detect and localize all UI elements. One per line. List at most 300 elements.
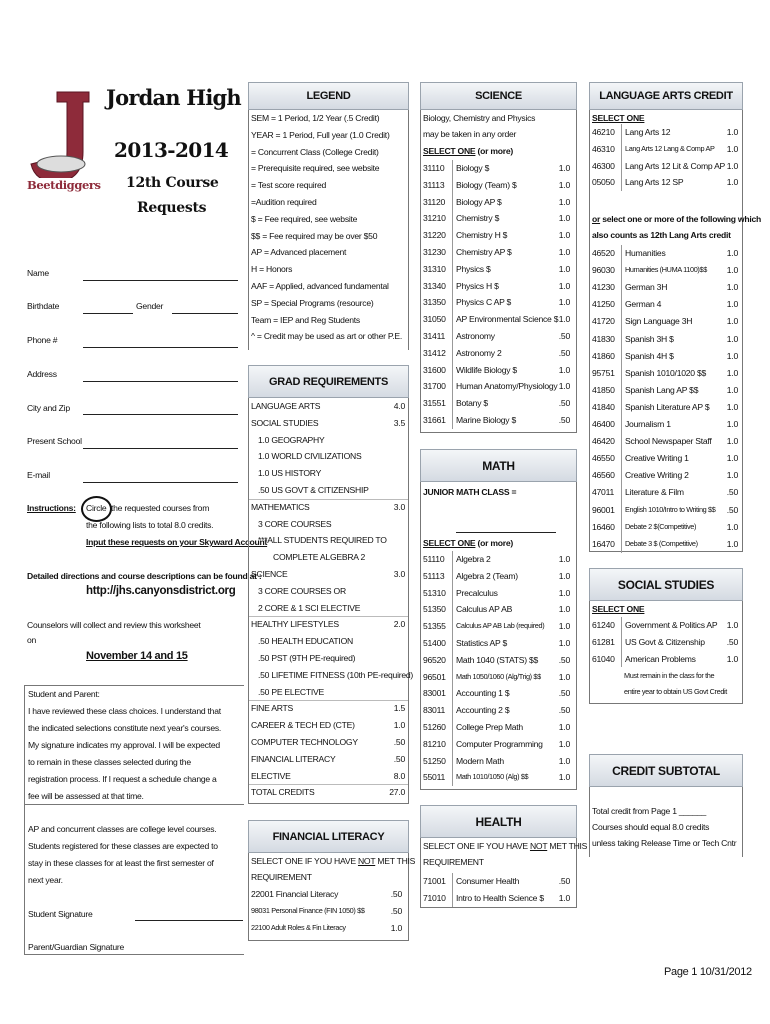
grad-row-value: 1.5	[393, 703, 405, 714]
course-credit: 1.0	[726, 160, 738, 171]
grad-row-label: COMPUTER TECHNOLOGY	[251, 737, 358, 747]
grad-header: GRAD REQUIREMENTS	[248, 365, 409, 398]
course-code: 05050	[592, 177, 615, 188]
course-code: 51260	[423, 722, 446, 732]
course-code: 46560	[592, 470, 615, 481]
course-code: 51110	[423, 554, 445, 564]
grad-row-value: 8.0	[393, 770, 405, 781]
course-name: Precalculus	[456, 587, 498, 598]
social-studies-header: SOCIAL STUDIES	[589, 568, 743, 601]
course-code: 61281	[592, 636, 615, 647]
school-name: Jordan High	[106, 85, 241, 110]
course-credit: .50	[558, 654, 570, 665]
course-code: 41250	[592, 299, 615, 310]
course-credit: 1.0	[726, 419, 738, 429]
grad-row-value: 1.0	[393, 720, 405, 731]
course-credit: 1.0	[726, 177, 738, 188]
course-credit: 1.0	[558, 364, 570, 375]
course-code: 46420	[592, 436, 615, 447]
course-name: Spanish 1010/1020 $$	[625, 367, 707, 378]
birthdate-label: Birthdate	[27, 301, 60, 311]
agreement-box	[24, 685, 244, 955]
course-name: 98031 Personal Finance (FIN 1050) $$	[251, 905, 365, 915]
course-credit: .50	[558, 705, 570, 716]
ap-note-line: AP and concurrent classes are college level courses.	[28, 824, 217, 834]
course-code: 51400	[423, 638, 446, 648]
course-name: Math 1050/1060 (Alg/Trig) $$	[456, 671, 541, 681]
student-signature-field[interactable]	[135, 920, 243, 921]
grad-row-label: .50 HEALTH EDUCATION	[258, 636, 353, 647]
legend-item: SEM = 1 Period, 1/2 Year (.5 Credit)	[251, 113, 380, 123]
course-name: 22100 Adult Roles & Fin Literacy	[251, 922, 346, 932]
course-name: School Newspaper Staff	[625, 436, 712, 447]
junior-math-label: JUNIOR MATH CLASS =	[423, 487, 517, 497]
course-code: 51250	[423, 755, 446, 766]
legend-item: Team = IEP and Reg Students	[251, 314, 360, 325]
course-credit: 1.0	[558, 621, 570, 632]
counselors-line2: on	[27, 635, 37, 645]
grad-row-value: 27.0	[389, 787, 405, 798]
course-code: 46300	[592, 160, 615, 171]
course-credit: 1.0	[726, 127, 738, 137]
legend-item: = Concurrent Class (College Credit)	[251, 146, 379, 157]
course-credit: 1.0	[726, 453, 738, 464]
parent-signature-label: Parent/Guardian Signature	[28, 942, 124, 952]
math-header: MATH	[420, 449, 577, 482]
grad-row-label: 3 CORE COURSES OR	[258, 585, 346, 596]
course-code: 55011	[423, 772, 446, 783]
course-credit: 1.0	[726, 316, 738, 327]
address-label: Address	[27, 369, 57, 379]
course-name: Human Anatomy/Physiology	[456, 381, 558, 392]
grad-row-label: 3 CORE COURSES	[258, 518, 332, 529]
grad-row-label: ELECTIVE	[251, 770, 291, 781]
email-label: E-mail	[27, 470, 50, 480]
course-name: Lang Arts 12 Lit & Comp AP	[625, 160, 726, 171]
directions-text: Detailed directions and course descriptions can be found at :	[27, 571, 262, 581]
course-credit: 1.0	[726, 401, 738, 412]
grad-row-label: 1.0 WORLD CIVILIZATIONS	[258, 451, 362, 462]
course-credit: 1.0	[558, 230, 570, 241]
course-code: 47011	[592, 487, 615, 498]
course-code: 31220	[423, 230, 446, 241]
course-credit: .50	[390, 905, 402, 916]
legend-item: = Test score required	[251, 180, 327, 191]
course-name: Spanish 4H $	[625, 350, 674, 361]
grad-row-label: LANGUAGE ARTS	[251, 401, 321, 411]
course-code: 31551	[423, 398, 446, 409]
course-code: 46210	[592, 127, 615, 137]
course-name: Math 1040 (STATS) $$	[456, 654, 539, 665]
course-name: Lang Arts 12	[625, 127, 671, 137]
legend-header: LEGEND	[248, 82, 409, 110]
course-code: 31700	[423, 381, 446, 392]
agreement-line: fee will be assessed at that time.	[28, 791, 144, 801]
course-name: Botany $	[456, 398, 488, 409]
course-name: Astronomy	[456, 331, 495, 341]
course-code: 31050	[423, 314, 446, 325]
course-code: 96030	[592, 265, 615, 276]
course-credit: 1.0	[726, 620, 738, 630]
course-code: 61040	[592, 653, 615, 664]
logo-text: Beetdiggers	[27, 178, 101, 192]
course-code: 41720	[592, 316, 615, 327]
grad-row-label: MATHEMATICS	[251, 501, 310, 512]
course-credit: 1.0	[726, 143, 738, 154]
instructions-line3: Input these requests on your Skyward Account	[86, 537, 268, 547]
agreement-line: My signature indicates my approval. I will be expected	[28, 740, 220, 750]
course-credit: 1.0	[726, 538, 738, 549]
grad-row-label: 2 CORE & 1 SCI ELECTIVE	[258, 602, 361, 613]
course-credit: 1.0	[558, 196, 570, 207]
course-code: 31600	[423, 364, 446, 375]
course-credit: .50	[558, 331, 570, 341]
grad-row-label: .50 PE ELECTIVE	[258, 686, 324, 697]
course-name: Government & Politics AP	[625, 620, 718, 630]
course-code: 31412	[423, 347, 446, 358]
course-name: 22001 Financial Literacy	[251, 889, 339, 899]
course-code: 96501	[423, 671, 446, 682]
math-select: SELECT ONE (or more)	[423, 538, 514, 548]
course-credit: 1.0	[726, 248, 738, 258]
course-name: Modern Math	[456, 755, 504, 766]
city-zip-label: City and Zip	[27, 403, 70, 413]
course-credit: .50	[558, 398, 570, 409]
course-credit: 1.0	[558, 638, 570, 648]
grad-row-label: .50 US GOVT & CITIZENSHIP	[258, 485, 369, 495]
course-name: Physics $	[456, 263, 491, 274]
course-name: Statistics AP $	[456, 638, 508, 648]
course-name: College Prep Math	[456, 722, 523, 732]
course-name: Physics H $	[456, 280, 499, 291]
course-credit: 1.0	[558, 381, 570, 392]
grad-row-label: SOCIAL STUDIES	[251, 417, 319, 428]
course-credit: 1.0	[558, 570, 570, 581]
science-intro1: Biology, Chemistry and Physics	[423, 113, 536, 123]
course-name: Consumer Health	[456, 876, 520, 886]
course-credit: 1.0	[558, 755, 570, 766]
course-name: AP Environmental Science $	[456, 314, 559, 325]
course-credit: .50	[558, 415, 570, 425]
course-code: 46520	[592, 248, 615, 258]
course-name: Biology AP $	[456, 196, 502, 207]
credit-box	[589, 787, 743, 857]
course-credit: 1.0	[558, 671, 570, 682]
grad-row-value: 3.5	[393, 417, 405, 428]
course-credit: 1.0	[558, 280, 570, 291]
grad-row-label: FINE ARTS	[251, 703, 294, 714]
grad-row-label: .50 PST (9TH PE-required)	[258, 653, 356, 663]
course-name: Spanish Literature AP $	[625, 401, 710, 412]
course-code: 31411	[423, 331, 446, 341]
legend-item: YEAR = 1 Period, Full year (1.0 Credit)	[251, 129, 390, 140]
course-code: 83011	[423, 705, 446, 716]
legend-item: SP = Special Programs (resource)	[251, 297, 374, 308]
course-credit: 1.0	[558, 892, 570, 903]
course-credit: .50	[726, 636, 738, 647]
course-code: 31340	[423, 280, 446, 291]
course-code: 31120	[423, 196, 446, 207]
course-name: Spanish Lang AP $$	[625, 384, 699, 395]
course-code: 71010	[423, 892, 446, 903]
grad-row-value: .50	[393, 737, 405, 747]
course-code: 51113	[423, 570, 445, 581]
course-code: 41230	[592, 282, 615, 293]
course-credit: 1.0	[558, 738, 570, 749]
instructions-line2: the following lists to total 8.0 credits.	[86, 520, 214, 530]
health-box	[420, 838, 588, 908]
counselors-line1: Counselors will collect and review this worksheet	[27, 620, 201, 630]
la-select: SELECT ONE	[592, 113, 645, 123]
credit-line2: Courses should equal 8.0 credits	[592, 822, 710, 832]
course-code: 16460	[592, 521, 615, 532]
course-credit: 1.0	[558, 213, 570, 224]
city-zip-field[interactable]	[83, 414, 238, 415]
science-intro2: may be taken in any order	[423, 129, 517, 139]
gender-field[interactable]	[172, 313, 238, 314]
credit-line3: unless taking Release Time or Tech Cntr	[592, 838, 737, 848]
course-credit: 1.0	[726, 384, 738, 395]
grad-row-label: ***ALL STUDENTS REQUIRED TO	[258, 535, 387, 546]
course-code: 51355	[423, 621, 446, 632]
agreement-line: to remain in these classes selected during the	[28, 757, 191, 767]
course-code: 41860	[592, 350, 615, 361]
junior-math-field[interactable]	[456, 532, 556, 533]
language-arts-box	[589, 110, 762, 552]
health-note2: REQUIREMENT	[423, 857, 484, 867]
legend-item: AP = Advanced placement	[251, 247, 347, 258]
course-code: 51350	[423, 604, 446, 615]
la-or-line2: also counts as 12th Lang Arts credit	[592, 230, 731, 240]
course-credit: 1.0	[726, 367, 738, 378]
address-field[interactable]	[83, 381, 238, 382]
legend-item: = Prerequisite required, see website	[251, 163, 380, 174]
course-credit: 1.0	[726, 436, 738, 447]
course-name: Chemistry $	[456, 213, 500, 224]
course-credit: 1.0	[726, 521, 738, 532]
legend-item: AAF = Applied, advanced fundamental	[251, 281, 389, 291]
course-credit: 1.0	[726, 265, 738, 276]
science-box	[420, 110, 577, 433]
course-code: 41840	[592, 401, 615, 412]
course-code: 46550	[592, 453, 615, 464]
course-code: 16470	[592, 538, 615, 549]
course-credit: 1.0	[390, 922, 402, 933]
course-name: Creative Writing 1	[625, 453, 689, 464]
instructions-line1: the requested courses from	[111, 503, 210, 513]
course-credit: 1.0	[558, 314, 570, 325]
course-name: Algebra 2 (Team)	[456, 570, 518, 581]
course-name: US Govt & Citizenship	[625, 636, 705, 647]
health-header: HEALTH	[420, 805, 577, 838]
present-school-label: Present School	[27, 436, 82, 446]
course-credit: .50	[390, 889, 402, 899]
course-credit: .50	[726, 487, 738, 498]
la-or-line1: or select one or more of the following which	[592, 214, 762, 224]
course-code: 31113	[423, 179, 445, 190]
school-year: 2013-2014	[114, 138, 229, 162]
instructions-label: Instructions:	[27, 503, 76, 513]
course-code: 95751	[592, 367, 615, 378]
social-select: SELECT ONE	[592, 604, 645, 614]
phone-field[interactable]	[83, 347, 238, 348]
course-credit: .50	[558, 347, 570, 358]
course-name: German 3H	[625, 282, 668, 293]
grad-row-label: CAREER & TECH ED (CTE)	[251, 720, 355, 731]
grad-row-label: 1.0 GEOGRAPHY	[258, 434, 325, 445]
course-name: Biology $	[456, 163, 490, 173]
course-credit: 1.0	[558, 772, 570, 783]
legend-item: $$ = Fee required may be over $50	[251, 230, 378, 241]
course-credit: 1.0	[558, 179, 570, 190]
course-name: Accounting 1 $	[456, 688, 510, 699]
course-code: 81210	[423, 738, 446, 749]
course-code: 96520	[423, 654, 446, 665]
course-code: 31350	[423, 297, 446, 308]
course-name: Debate 3 $ (Competitive)	[625, 538, 698, 548]
email-field[interactable]	[83, 482, 238, 483]
course-name: Intro to Health Science $	[456, 892, 544, 903]
grad-row-label: TOTAL CREDITS	[251, 787, 315, 798]
course-credit: 1.0	[726, 333, 738, 344]
name-label: Name	[27, 268, 49, 278]
course-credit: 1.0	[558, 163, 570, 173]
phone-label: Phone #	[27, 335, 58, 345]
grad-row-label: SCIENCE	[251, 569, 288, 579]
course-name: Marine Biology $	[456, 415, 517, 425]
legend-item: ^ = Credit may be used as art or other P.E.	[251, 331, 402, 342]
course-name: Chemistry H $	[456, 230, 508, 241]
course-name: Calculus AP AB Lab (required)	[456, 621, 545, 631]
course-name: American Problems	[625, 653, 696, 664]
course-credit: .50	[558, 688, 570, 699]
social-studies-box	[589, 601, 743, 704]
math-box	[420, 482, 577, 790]
social-note1: Must remain in the class for the	[624, 671, 715, 680]
grad-row-value: 2.0	[393, 619, 405, 630]
birthdate-field[interactable]	[83, 313, 133, 314]
legend-box	[248, 110, 409, 350]
course-name: Computer Programming	[456, 738, 543, 749]
grad-row-value: 4.0	[393, 401, 405, 411]
agreement-line: the indicated selections constitute next year's courses.	[28, 723, 222, 733]
course-credit: 1.0	[558, 297, 570, 308]
course-code: 31230	[423, 247, 446, 257]
course-name: Wildlife Biology $	[456, 364, 517, 375]
grad-row-value: .50	[393, 753, 405, 764]
ap-note-line: next year.	[28, 875, 63, 885]
course-name: Humanities (HUMA 1100)$$	[625, 265, 707, 275]
course-code: 46400	[592, 419, 615, 429]
agreement-line: I have reviewed these class choices. I understand that	[28, 706, 221, 716]
grad-row-label: FINANCIAL LITERACY	[251, 753, 336, 764]
grad-row-label: .50 LIFETIME FITNESS (10th PE-required)	[258, 669, 414, 680]
course-name: Calculus AP AB	[456, 604, 513, 615]
course-name: Algebra 2	[456, 554, 491, 564]
instructions-circle-word: Circle	[86, 503, 107, 513]
course-name: Spanish 3H $	[625, 333, 674, 344]
course-credit: 1.0	[558, 263, 570, 274]
course-credit: 1.0	[558, 722, 570, 732]
agreement-line: registration process. If I request a schedule change a	[28, 774, 217, 784]
grad-row-label: COMPLETE ALGEBRA 2	[273, 552, 365, 563]
course-name: Humanities	[625, 248, 666, 258]
form-title-1: 12th Course	[126, 175, 219, 191]
grad-row-value: 3.0	[393, 501, 405, 512]
course-credit: 1.0	[558, 247, 570, 257]
gender-label: Gender	[136, 301, 164, 311]
school-logo	[27, 90, 105, 200]
course-name: Lang Arts 12 SP	[625, 177, 684, 188]
course-name: Creative Writing 2	[625, 470, 689, 481]
credit-subtotal-header: CREDIT SUBTOTAL	[589, 754, 743, 787]
course-code: 31310	[423, 263, 446, 274]
course-name: Chemistry AP $	[456, 247, 512, 257]
science-select: SELECT ONE (or more)	[423, 146, 514, 156]
course-name: Literature & Film	[625, 487, 684, 498]
course-name: Journalism 1	[625, 419, 671, 429]
course-name: Debate 2 $(Competitive)	[625, 521, 697, 531]
course-credit: 1.0	[726, 350, 738, 361]
legend-item: $ = Fee required, see website	[251, 213, 358, 224]
course-code: 31210	[423, 213, 446, 224]
course-code: 51310	[423, 587, 446, 598]
course-credit: 1.0	[558, 587, 570, 598]
course-code: 41850	[592, 384, 615, 395]
course-code: 61240	[592, 620, 615, 630]
directions-url[interactable]: http://jhs.canyonsdistrict.org	[86, 585, 236, 597]
financial-box	[248, 853, 416, 941]
counselors-dates: November 14 and 15	[86, 650, 188, 662]
grad-row-label: 1.0 US HISTORY	[258, 468, 322, 479]
course-code: 31110	[423, 163, 445, 173]
course-code: 96001	[592, 504, 615, 515]
course-credit: 1.0	[558, 604, 570, 615]
agreement-line: Student and Parent:	[28, 689, 100, 699]
legend-item: =Audition required	[251, 197, 317, 207]
health-note1: SELECT ONE IF YOU HAVE NOT MET THIS	[423, 841, 588, 851]
grad-row-value: 3.0	[393, 569, 405, 579]
credit-line1: Total credit from Page 1 ______	[592, 806, 707, 816]
course-name: English 1010/Intro to Writing $$	[625, 504, 716, 514]
course-credit: .50	[726, 504, 738, 515]
grad-box	[248, 398, 414, 804]
course-credit: 1.0	[726, 299, 738, 310]
ap-note-line: Students registered for these classes are expected to	[28, 841, 218, 851]
course-name: Astronomy 2	[456, 347, 502, 358]
ap-note-line: stay in these classes for at least the first semester of	[28, 858, 214, 868]
legend-item: H = Honors	[251, 264, 293, 275]
page-footer: Page 1 10/31/2012	[664, 966, 752, 978]
course-credit: .50	[558, 876, 570, 886]
course-name: Physics C AP $	[456, 297, 512, 308]
course-name: Biology (Team) $	[456, 179, 517, 190]
social-note2: entire year to obtain US Govt Credit	[624, 687, 727, 696]
course-credit: 1.0	[726, 653, 738, 664]
financial-note2: REQUIREMENT	[251, 872, 312, 882]
course-code: 46310	[592, 143, 615, 154]
financial-note1: SELECT ONE IF YOU HAVE NOT MET THIS	[251, 856, 416, 866]
course-name: German 4	[625, 299, 662, 310]
present-school-field[interactable]	[83, 448, 238, 449]
language-arts-header: LANGUAGE ARTS CREDIT	[589, 82, 743, 110]
financial-header: FINANCIAL LITERACY	[248, 820, 409, 853]
name-field[interactable]	[83, 280, 238, 281]
grad-row-label: HEALTHY LIFESTYLES	[251, 619, 339, 630]
course-code: 31661	[423, 415, 446, 425]
course-name: Accounting 2 $	[456, 705, 510, 716]
course-code: 83001	[423, 688, 446, 699]
